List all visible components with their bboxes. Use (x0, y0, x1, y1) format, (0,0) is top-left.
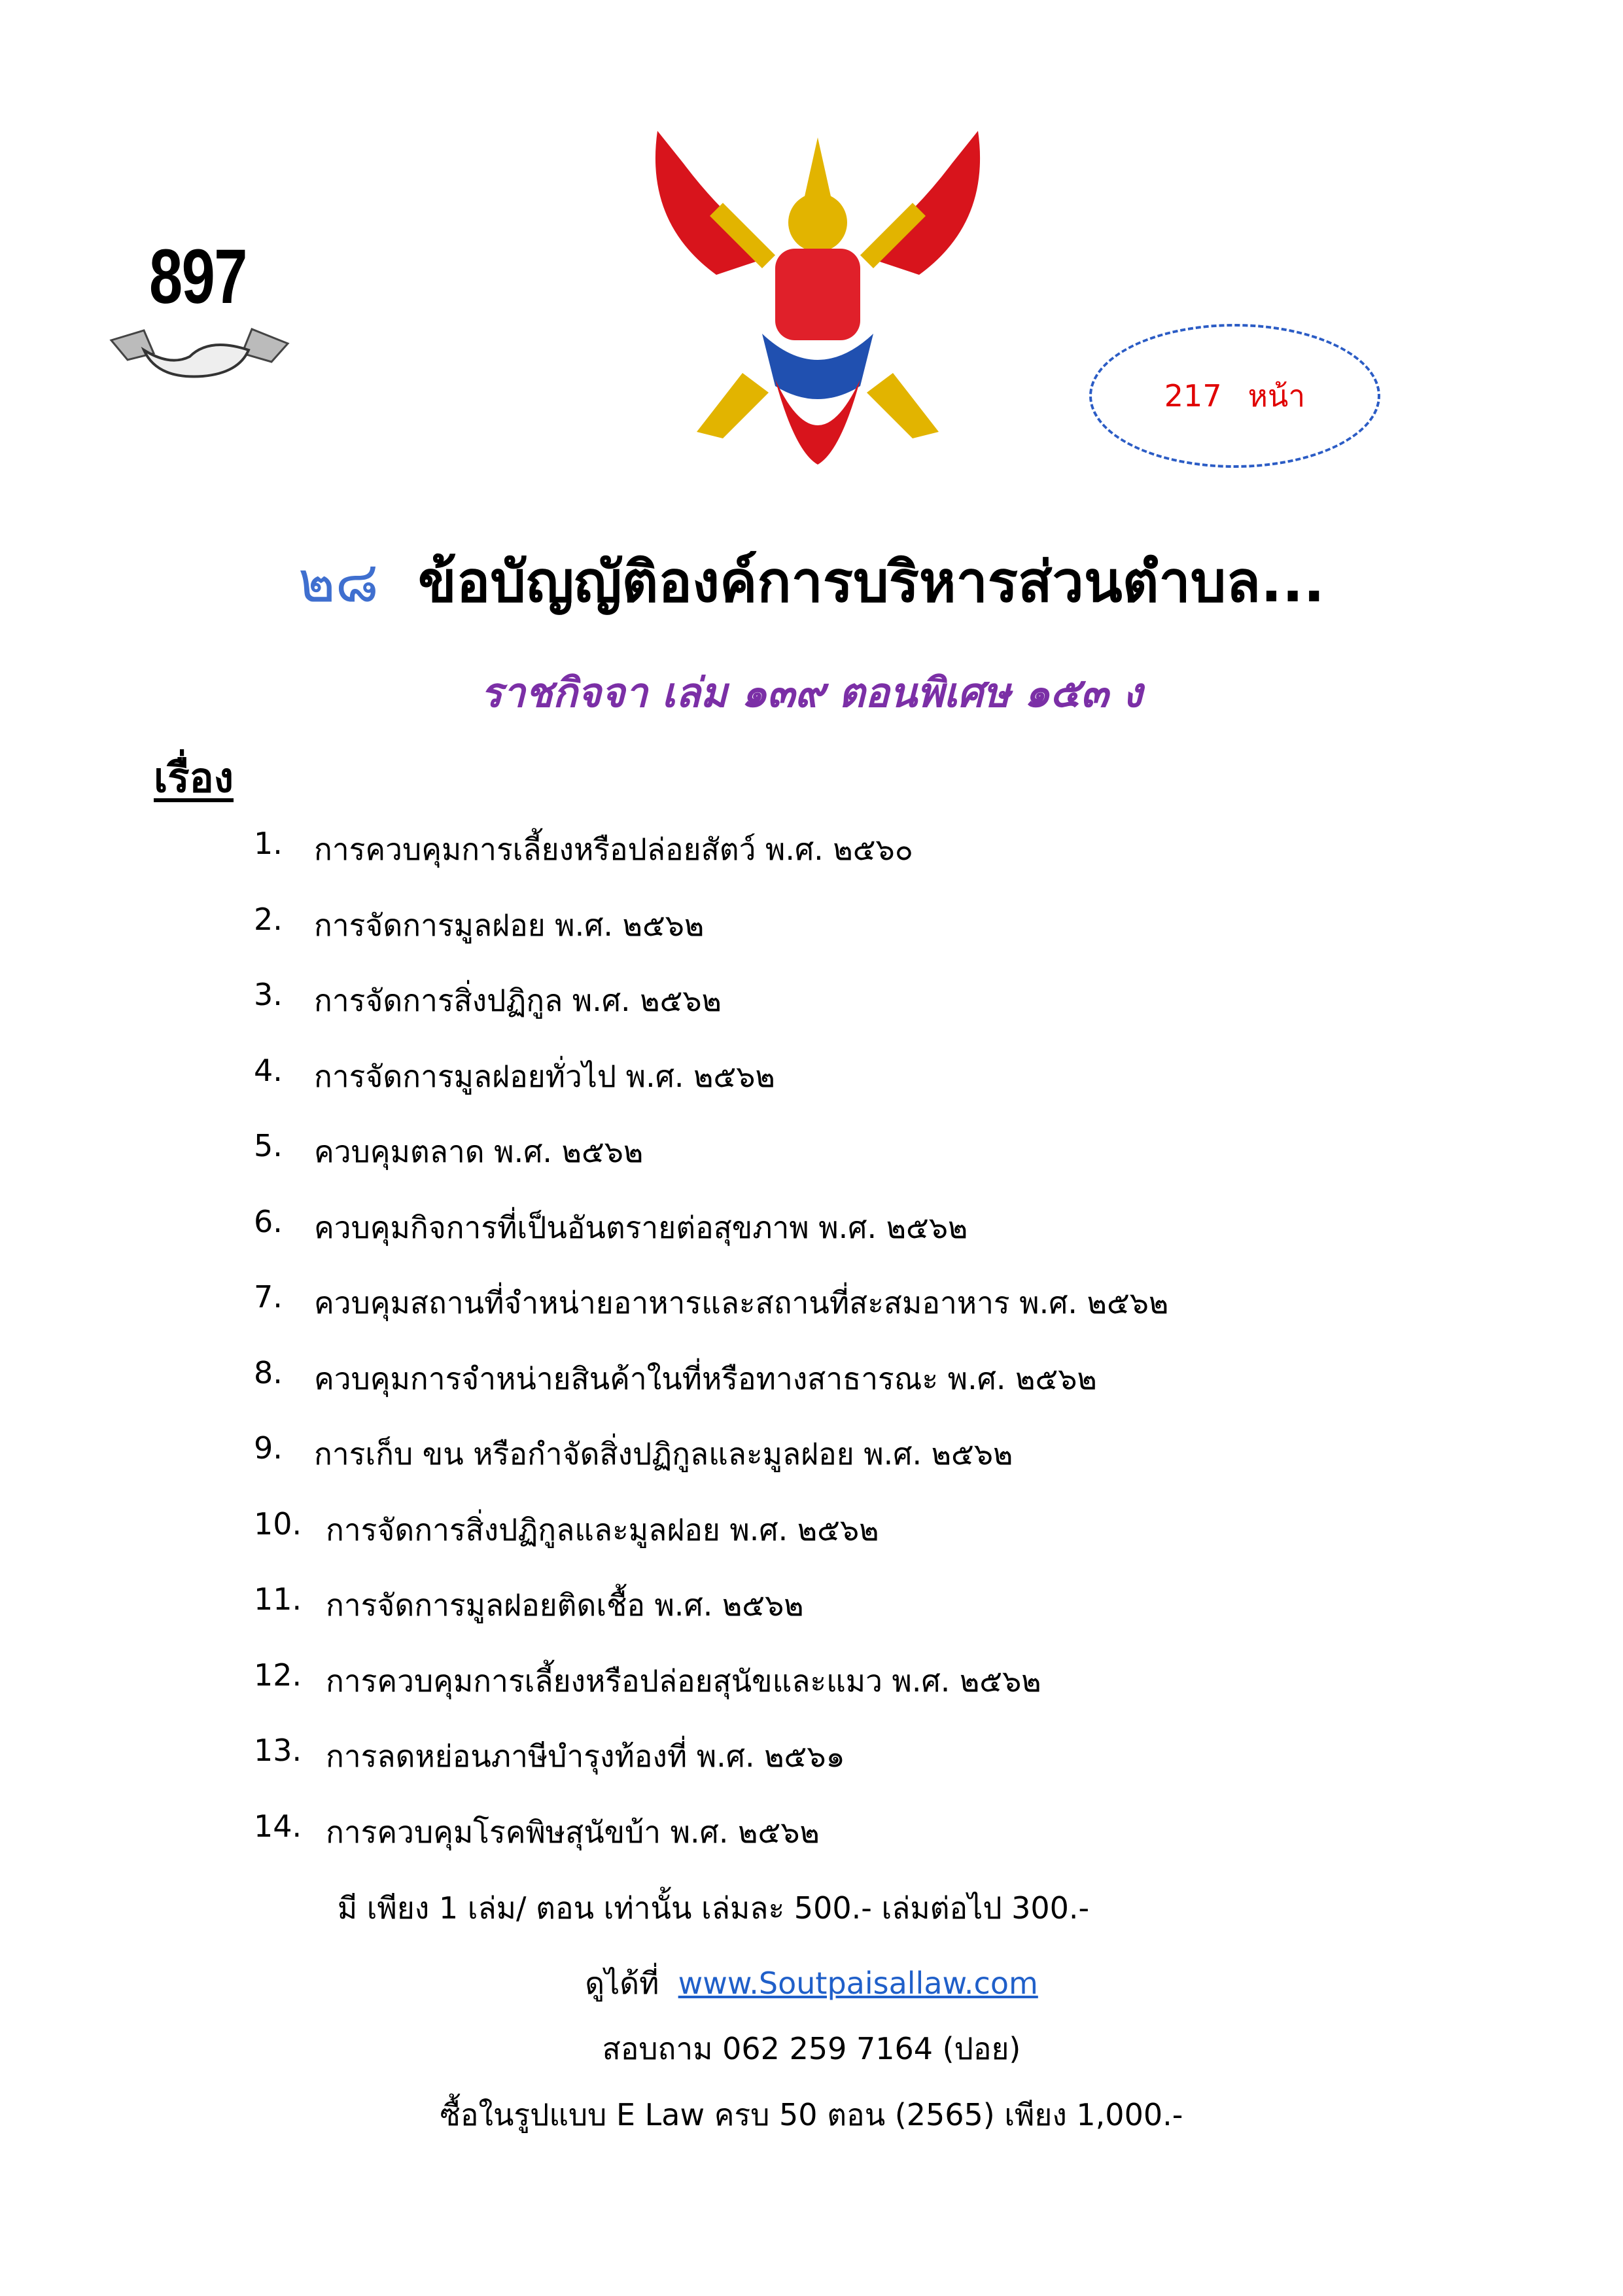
item-text: ควบคุมการจำหน่ายสินค้าในที่หรือทางสาธารณะ พ.ศ. ๒๕๖๒ (314, 1360, 1097, 1396)
item-number: 10. (254, 1506, 302, 1542)
gazette-reference: ราชกิจจา เล่ม ๑๓๙ ตอนพิเศษ ๑๕๓ ง (480, 669, 1143, 716)
item-text: การจัดการมูลฝอยติดเชื้อ พ.ศ. ๒๕๖๒ (326, 1587, 804, 1623)
item-number: 2. (254, 901, 283, 937)
page-number: 897 (149, 234, 247, 320)
list-item (254, 977, 722, 1025)
list-item (254, 1279, 1168, 1327)
item-text: ควบคุมตลาด พ.ศ. ๒๕๖๒ (314, 1134, 644, 1169)
website-link[interactable]: www.Soutpaisallaw.com (678, 1966, 1038, 2001)
list-item (254, 1355, 1097, 1403)
garuda-emblem (644, 124, 991, 471)
list-item (254, 1581, 804, 1629)
item-number: 6. (254, 1203, 283, 1239)
list-item (254, 826, 913, 874)
item-text: การควบคุมการเลี้ยงหรือปล่อยสุนัขและแมว พ.ศ. ๒๕๖๒ (326, 1663, 1041, 1699)
item-text: การควบคุมโรคพิษสุนัขบ้า พ.ศ. ๒๕๖๒ (326, 1814, 820, 1850)
item-text: ควบคุมกิจการที่เป็นอันตรายต่อสุขภาพ พ.ศ. ๒๕๖๒ (314, 1209, 968, 1245)
item-number: 12. (254, 1657, 302, 1693)
item-number: 5. (254, 1128, 283, 1163)
item-number: 8. (254, 1354, 283, 1390)
item-number: 9. (254, 1430, 283, 1466)
item-text: การจัดการสิ่งปฏิกูลและมูลฝอย พ.ศ. ๒๕๖๒ (326, 1511, 879, 1547)
subject-heading: เรื่อง (154, 754, 234, 802)
document-title (0, 537, 1623, 626)
elaw-offer: ซื้อในรูปแบบ E Law ครบ 50 ตอน (2565) เพียง 1,000.- (440, 2097, 1183, 2132)
view-line (0, 1960, 1623, 2007)
ribbon-stamp-logo (105, 324, 294, 383)
title-number: ๒๘ (298, 550, 379, 615)
item-text: การจัดการมูลฝอย พ.ศ. ๒๕๖๒ (314, 907, 705, 943)
item-number: 13. (254, 1733, 302, 1768)
item-text: การควบคุมการเลี้ยงหรือปล่อยสัตว์ พ.ศ. ๒๕๖๐ (314, 832, 913, 867)
list-item (254, 1657, 1041, 1705)
list-item (254, 1204, 968, 1252)
view-prefix: ดูได้ที่ (585, 1966, 659, 2001)
list-item (254, 1733, 845, 1780)
item-text: การจัดการมูลฝอยทั่วไป พ.ศ. ๒๕๖๒ (314, 1058, 775, 1094)
list-item (254, 1128, 643, 1176)
title-text: ข้อบัญญัติองค์การบริหารส่วนตำบล... (417, 550, 1325, 615)
list-item (254, 1430, 1013, 1478)
item-number: 1. (254, 826, 283, 861)
page-count-number: 217 (1164, 378, 1222, 414)
item-text: ควบคุมสถานที่จำหน่ายอาหารและสถานที่สะสมอาหาร พ.ศ. ๒๕๖๒ (314, 1285, 1169, 1320)
list-item (254, 1809, 820, 1856)
item-number: 11. (254, 1581, 302, 1617)
page-count-unit: หน้า (1248, 378, 1306, 414)
item-text: การลดหย่อนภาษีบำรุงท้องที่ พ.ศ. ๒๕๖๑ (326, 1739, 845, 1774)
item-number: 14. (254, 1808, 302, 1844)
item-number: 3. (254, 977, 283, 1012)
list-item (254, 902, 704, 949)
contact-line: สอบถาม 062 259 7164 (ปอย) (602, 2031, 1021, 2066)
page-count-badge (1089, 324, 1380, 468)
list-item (254, 1506, 879, 1554)
item-number: 4. (254, 1052, 283, 1088)
item-text: การเก็บ ขน หรือกำจัดสิ่งปฏิกูลและมูลฝอย พ.ศ. ๒๕๖๒ (314, 1436, 1013, 1472)
availability-note: มี เพียง 1 เล่ม/ ตอน เท่านั้น เล่มละ 500.- เล่มต่อไป 300.- (337, 1890, 1090, 1926)
list-item (254, 1053, 775, 1101)
item-text: การจัดการสิ่งปฏิกูล พ.ศ. ๒๕๖๒ (314, 983, 722, 1018)
item-number: 7. (254, 1279, 283, 1315)
